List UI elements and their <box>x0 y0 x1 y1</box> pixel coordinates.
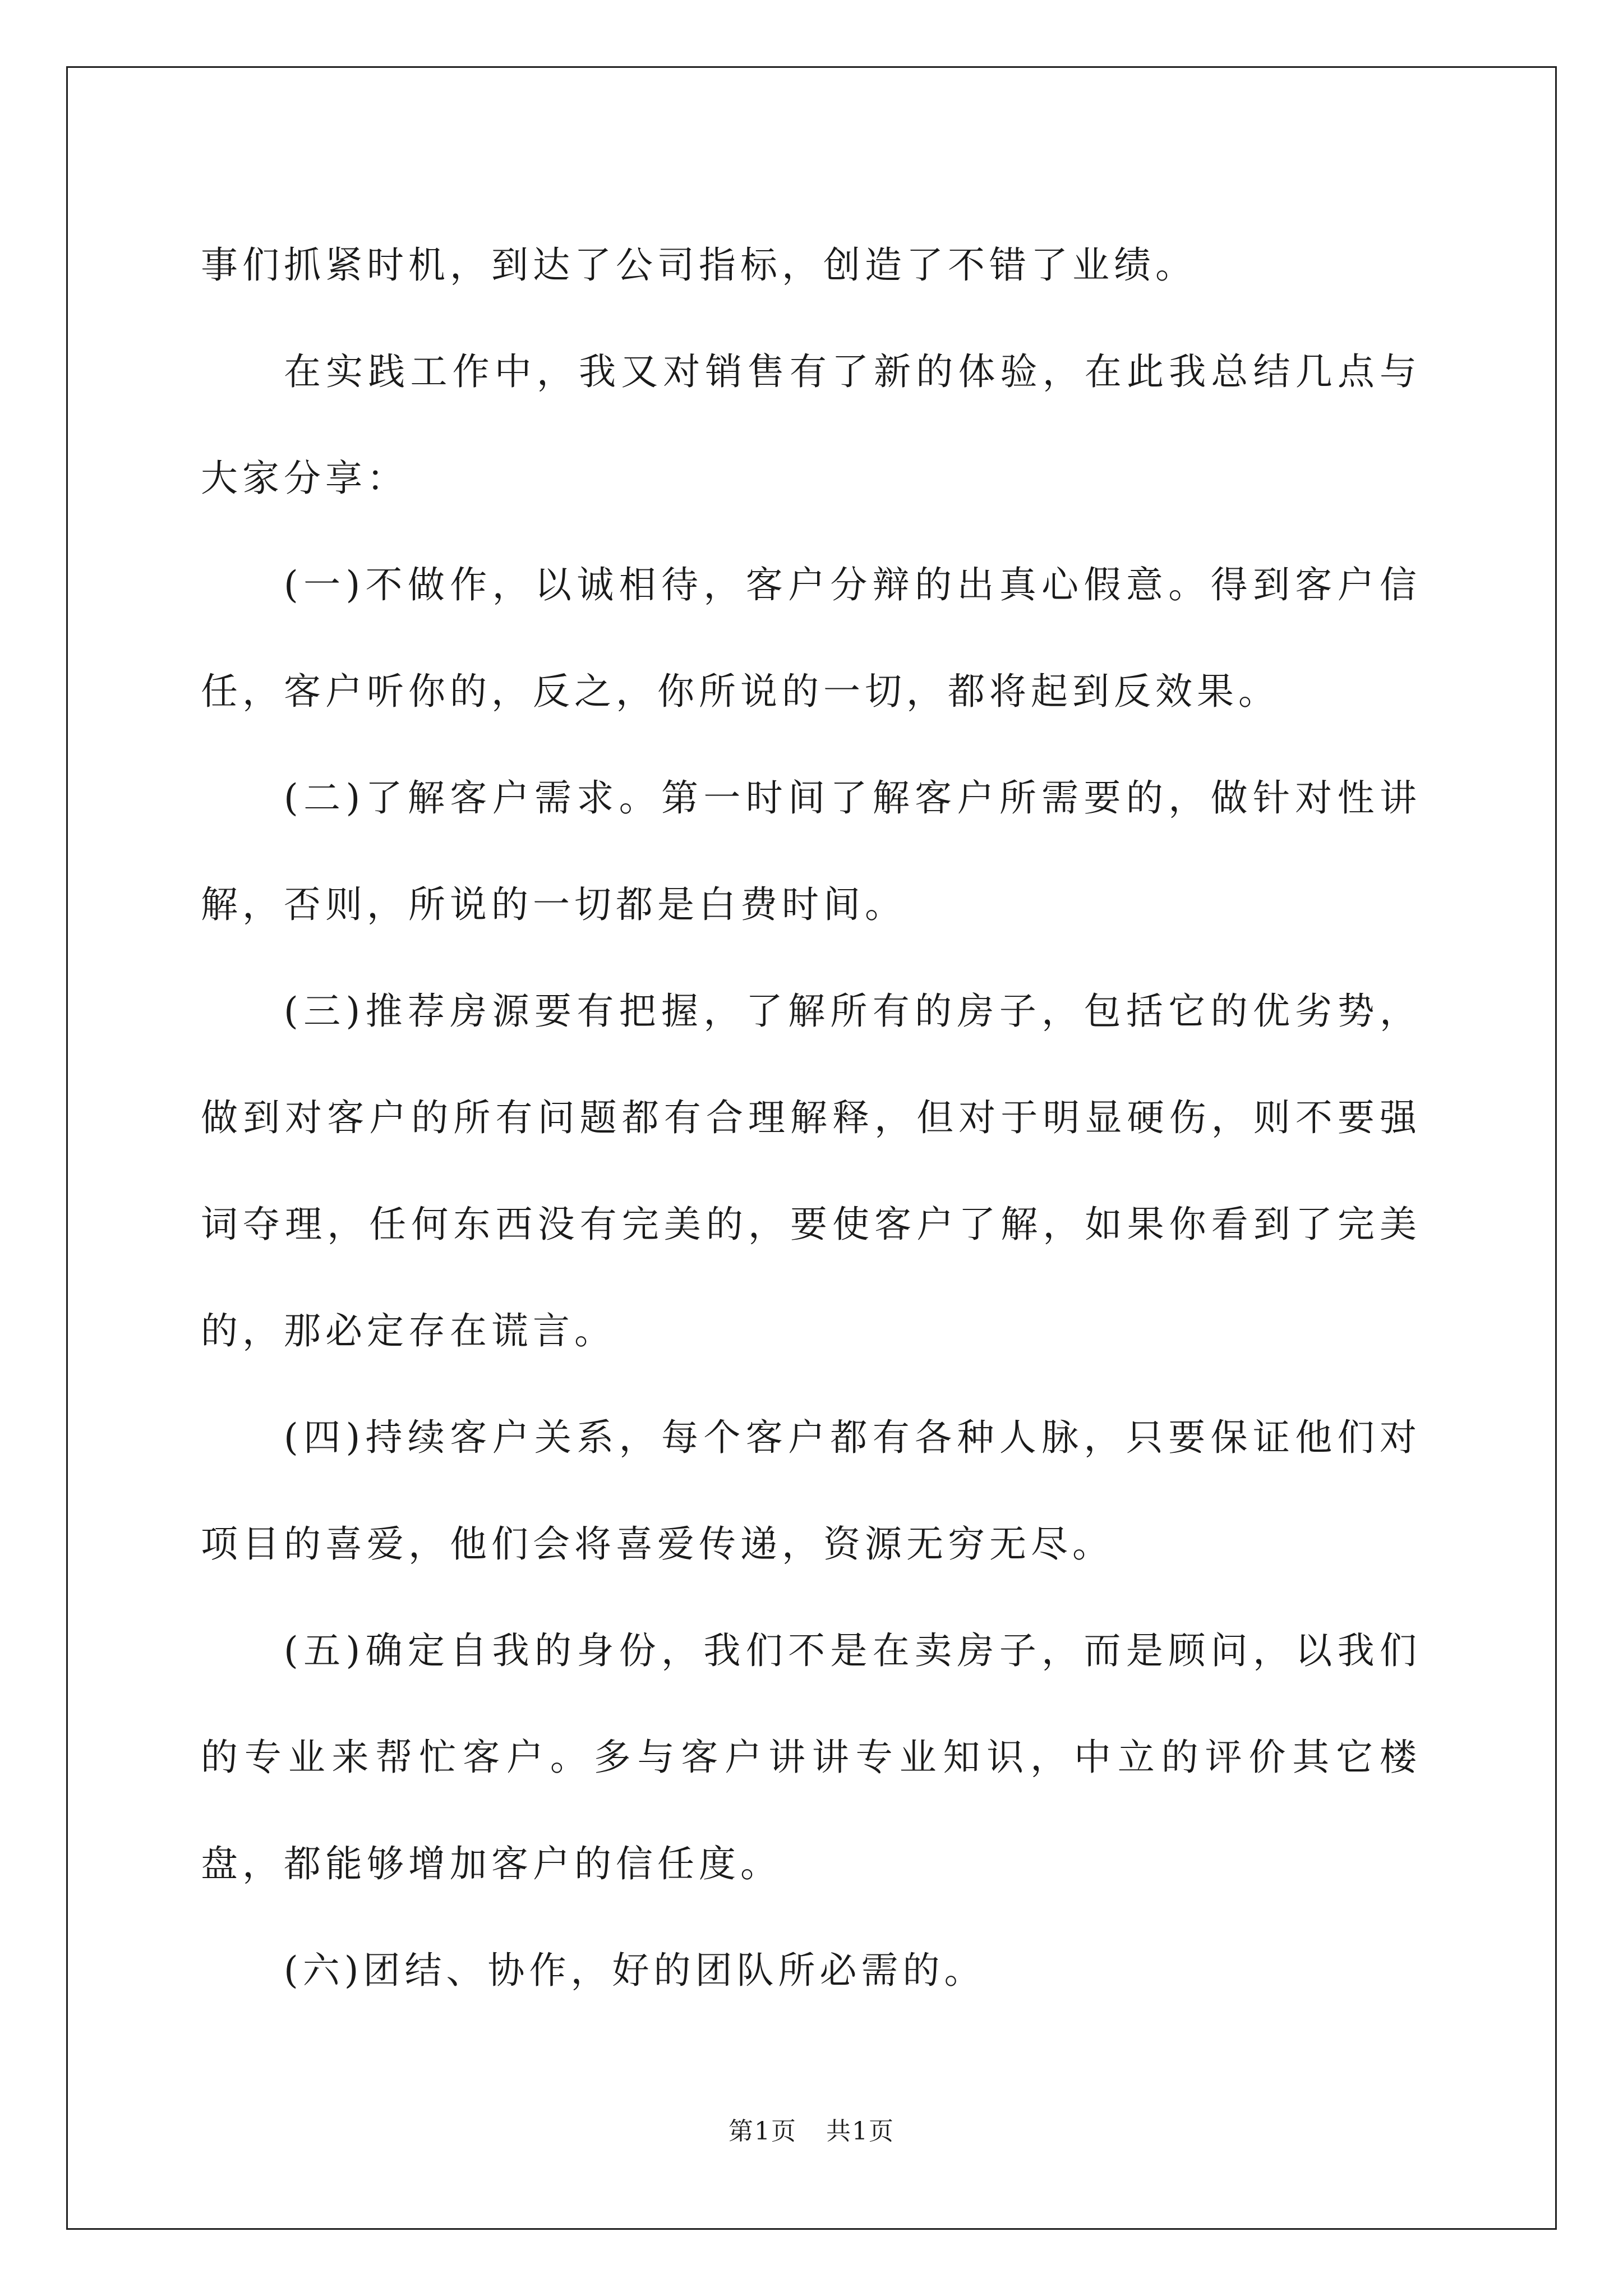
page-number-current: 第1页 <box>728 2117 797 2146</box>
paragraph-point-2: (二)了解客户需求。第一时间了解客户所需要的，做针对性讲解，否则，所说的一切都是白费时间。 <box>201 776 1421 926</box>
paragraph-point-4: (四)持续客户关系，每个客户都有各种人脉，只要保证他们对项目的喜爱，他们会将喜爱传递，资源无穷无尽。 <box>201 1416 1421 1566</box>
page-number-total: 共1页 <box>826 2117 895 2146</box>
paragraph-point-6: (六)团结、协作，好的团队所必需的。 <box>284 1949 986 1992</box>
paragraph-point-1: (一)不做作，以诚相待，客户分辩的出真心假意。得到客户信任，客户听你的，反之，你所说的一切，都将起到反效果。 <box>201 563 1421 713</box>
document-body <box>201 212 1421 2024</box>
paragraph-point-3: (三)推荐房源要有把握，了解所有的房子，包括它的优劣势，做到对客户的所有问题都有合理解释，但对于明显硬伤，则不要强词夺理，任何东西没有完美的，要使客户了解，如果你看到了完美的，那必定存在谎言。 <box>201 990 1421 1352</box>
paragraph-continuation: 事们抓紧时机，到达了公司指标，创造了不错了业绩。 <box>201 243 1197 287</box>
paragraph-intro: 在实践工作中，我又对销售有了新的体验，在此我总结几点与大家分享： <box>201 350 1421 500</box>
page-footer <box>0 2115 1623 2148</box>
paragraph-point-5: (五)确定自我的身份，我们不是在卖房子，而是顾问，以我们的专业来帮忙客户。多与客户讲讲专业知识，中立的评价其它楼盘，都能够增加客户的信任度。 <box>201 1629 1421 1885</box>
